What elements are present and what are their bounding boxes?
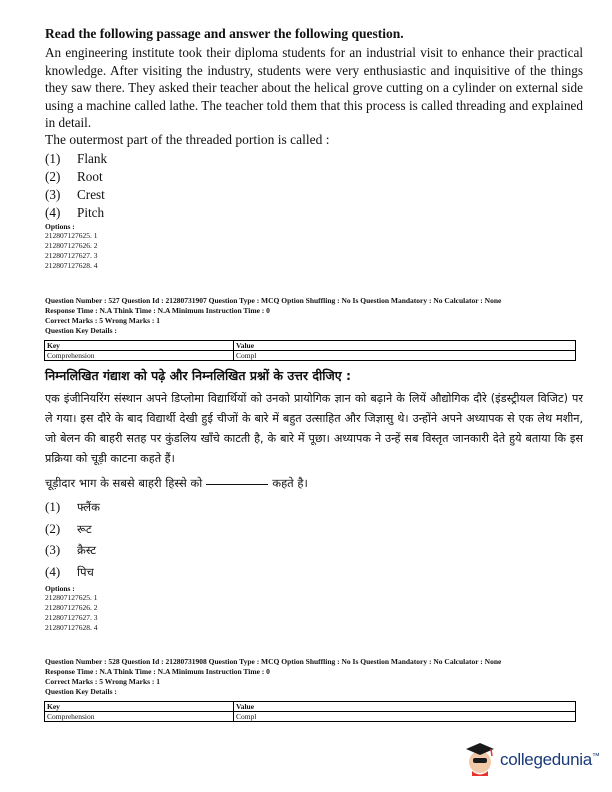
question-meta-line: Question Key Details : xyxy=(45,326,117,335)
hindi-option: (3) क्रैस्ट xyxy=(45,542,97,557)
option-ids-block xyxy=(45,222,98,271)
key-table-row xyxy=(45,712,576,722)
question-key-table xyxy=(44,340,576,361)
option-id-line: 212807127628. 4 xyxy=(45,261,98,270)
key-table-header xyxy=(45,702,576,712)
english-option: (3) Crest xyxy=(45,187,105,202)
question-meta-line: Question Number : 528 Question Id : 21280731908 Question Type : MCQ Option Shuffling : No Is Question Mandatory : No Calculator : None xyxy=(45,657,502,666)
key-cell: Comprehension xyxy=(45,712,234,722)
option-ids-title: Options : xyxy=(45,584,75,593)
graduate-mascot-icon xyxy=(466,743,494,776)
key-header-cell: Key xyxy=(45,702,234,712)
answer-blank xyxy=(206,484,268,485)
value-cell: Compl xyxy=(234,712,576,722)
hindi-passage: एक इंजीनियरिंग संस्थान अपने डिप्लोमा विद्यार्थियों को उनको प्रायोगिक ज्ञान को बढ़ाने के लियें औद्योगिक दौरे (इंडस्ट्रीयल विजिट) पर ले गया। इस दौरे के बाद विद्यार्थी देखी हुई चीजों के बारे में बहुत उत्साहित और जिज्ञासु थे। उन्होंने अपने अध्यापक से एक लेथ मशीन, जो बेलन की बाहरी सतह पर कुंडलिय खाँचे काटती है, के बारे में पूछा। अध्यापक ने उन्हें सब विस्तृत जानकारी देते हुये बताया कि इस प्रक्रिया को चूड़ी काटना कहते हैं। xyxy=(45,392,583,465)
option-id-line: 212807127627. 3 xyxy=(45,613,98,622)
option-id-line: 212807127627. 3 xyxy=(45,251,98,260)
brand-name: collegedunia™ xyxy=(500,750,600,769)
question-meta-line: Question Key Details : xyxy=(45,687,117,696)
english-options-list xyxy=(45,150,107,222)
option-id-line: 212807127626. 2 xyxy=(45,603,98,612)
english-option: (1) Flank xyxy=(45,151,108,166)
option-ids-title: Options : xyxy=(45,222,75,231)
key-table-row xyxy=(45,351,576,361)
english-passage: An engineering institute took their diploma students for an industrial visit to enhance their practical knowledge. After visiting the industry, students were very enthusiastic and inquisitive of the things they saw there. They asked their teacher about the helical grove cutting on a cylinder on external side using a machine called lathe. The teacher told them that this process is called threading and explained in detail. xyxy=(45,45,583,130)
key-cell: Comprehension xyxy=(45,351,234,361)
value-header-cell: Value xyxy=(234,341,576,351)
key-header-cell: Key xyxy=(45,341,234,351)
english-option: (4) Pitch xyxy=(45,205,105,220)
hindi-question: चूड़ीदार भाग के सबसे बाहरी हिस्से को कहते है। xyxy=(45,476,308,490)
option-id-line: 212807127625. 1 xyxy=(45,593,98,602)
question-meta-line: Response Time : N.A Think Time : N.A Minimum Instruction Time : 0 xyxy=(45,306,270,315)
question-meta-line: Correct Marks : 5 Wrong Marks : 1 xyxy=(45,316,161,325)
key-table-header xyxy=(45,341,576,351)
question-key-table xyxy=(44,701,576,722)
option-id-line: 212807127628. 4 xyxy=(45,623,98,632)
hindi-options-list xyxy=(45,496,100,582)
option-ids-block xyxy=(45,584,98,633)
question-meta-line: Response Time : N.A Think Time : N.A Minimum Instruction Time : 0 xyxy=(45,667,270,676)
hindi-passage-heading: निम्नलिखित गंद्याश को पढ़े और निम्नलिखित प्रश्नों के उत्तर दीजिए : xyxy=(45,368,351,383)
english-question: The outermost part of the threaded portion is called : xyxy=(45,132,330,147)
value-cell: Compl xyxy=(234,351,576,361)
question-meta xyxy=(45,657,585,697)
option-id-line: 212807127625. 1 xyxy=(45,231,98,240)
english-option: (2) Root xyxy=(45,169,103,184)
english-passage-heading: Read the following passage and answer the following question. xyxy=(45,26,404,41)
hindi-option: (2) रूट xyxy=(45,520,92,536)
value-header-cell: Value xyxy=(234,702,576,712)
hindi-option: (4) पिच xyxy=(45,563,94,579)
question-meta-line: Correct Marks : 5 Wrong Marks : 1 xyxy=(45,677,161,686)
question-meta xyxy=(45,296,585,336)
hindi-option: (1) फ्लैंक xyxy=(45,499,100,514)
option-id-line: 212807127626. 2 xyxy=(45,241,98,250)
question-meta-line: Question Number : 527 Question Id : 21280731907 Question Type : MCQ Option Shuffling : No Is Question Mandatory : No Calculator : None xyxy=(45,296,502,305)
